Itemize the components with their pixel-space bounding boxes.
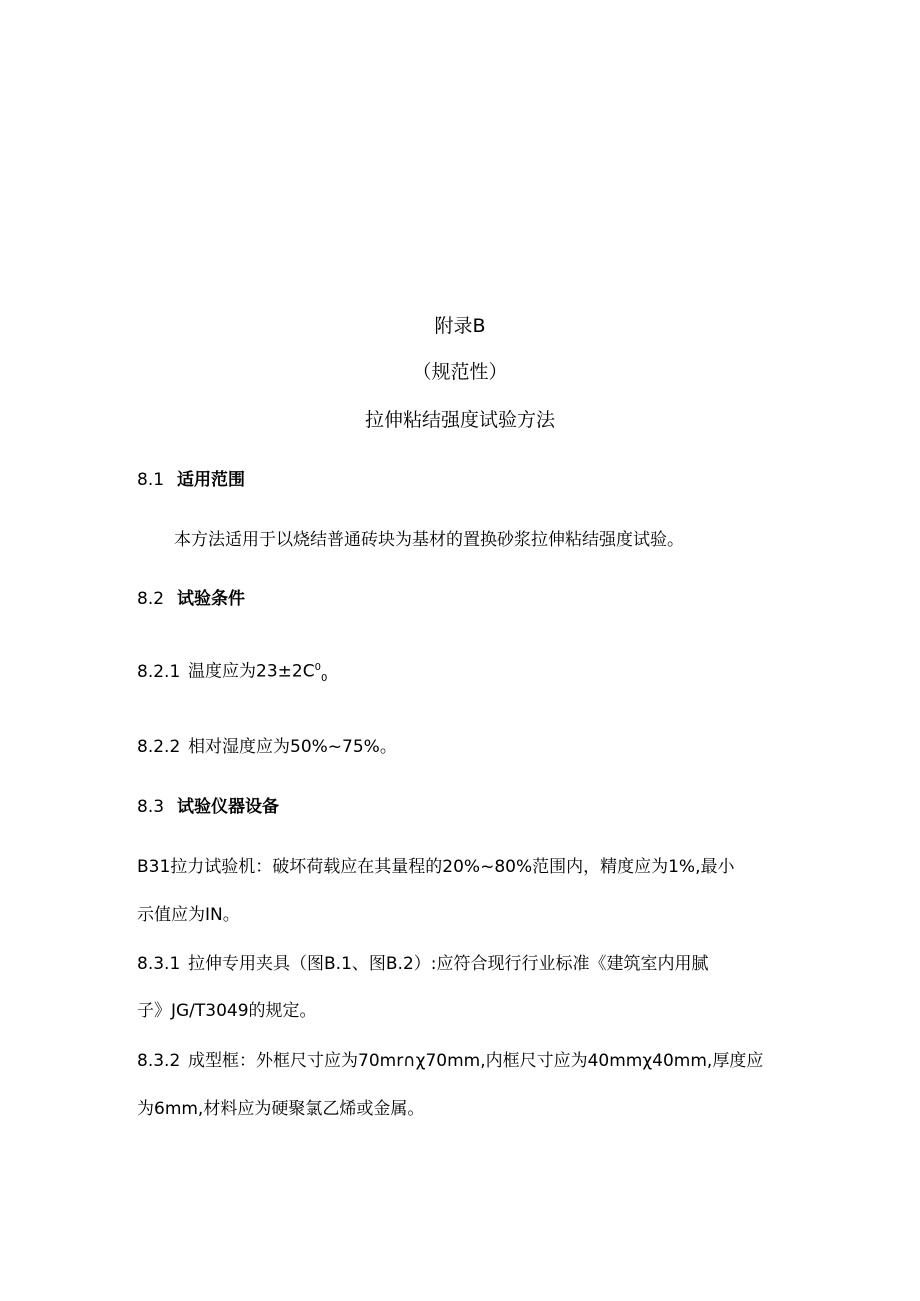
section-number: 8.2.2 xyxy=(137,737,181,757)
section-8-1-heading xyxy=(137,469,245,491)
appendix-nature: （规范性） xyxy=(412,361,508,383)
section-title: 试验仪器设备 xyxy=(177,797,279,817)
subscript: 0 xyxy=(320,673,328,685)
section-8-3-1-line-2: 子》JG/T3049的规定。 xyxy=(137,1001,317,1021)
section-8-3-2-line-1 xyxy=(137,1050,763,1072)
section-title: 适用范围 xyxy=(177,470,245,490)
section-8-3-2-line-2: 为6mm,材料应为硬聚氯乙烯或金属。 xyxy=(137,1099,425,1119)
section-8-2-heading xyxy=(137,588,245,610)
section-number: 8.2 xyxy=(137,589,165,609)
section-8-2-2 xyxy=(137,736,397,758)
section-8-3-1-line-1 xyxy=(137,953,709,975)
section-number: 8.3.1 xyxy=(137,954,181,974)
b31-line-1: B31拉力试验机：破坏荷载应在其量程的20%~80%范围内，精度应为1%,最小 xyxy=(137,857,735,877)
b31-line-2: 示值应为IN。 xyxy=(137,905,240,925)
appendix-subject: 拉伸粘结强度试验方法 xyxy=(364,409,555,431)
appendix-title: 附录B xyxy=(434,315,486,337)
section-text: 温度应为23±2C xyxy=(188,661,315,682)
section-number: 8.1 xyxy=(137,470,165,490)
section-number: 8.3 xyxy=(137,797,165,817)
section-number: 8.3.2 xyxy=(137,1051,181,1071)
section-text: 拉伸专用夹具（图B.1、图B.2）:应符合现行行业标准《建筑室内用腻 xyxy=(188,954,709,974)
section-number: 8.2.1 xyxy=(137,661,181,682)
section-text: 成型框：外框尺寸应为70mr∩χ70mm,内框尺寸应为40mmχ40mm,厚度应 xyxy=(188,1051,764,1071)
section-8-1-text: 本方法适用于以烧结普通砖块为基材的置换砂浆拉伸粘结强度试验。 xyxy=(174,530,684,550)
section-8-2-1 xyxy=(137,657,327,690)
superscript: 0 xyxy=(314,662,321,673)
section-8-3-heading xyxy=(137,796,279,818)
section-title: 试验条件 xyxy=(177,589,245,609)
section-text: 相对湿度应为50%~75%。 xyxy=(188,737,397,757)
